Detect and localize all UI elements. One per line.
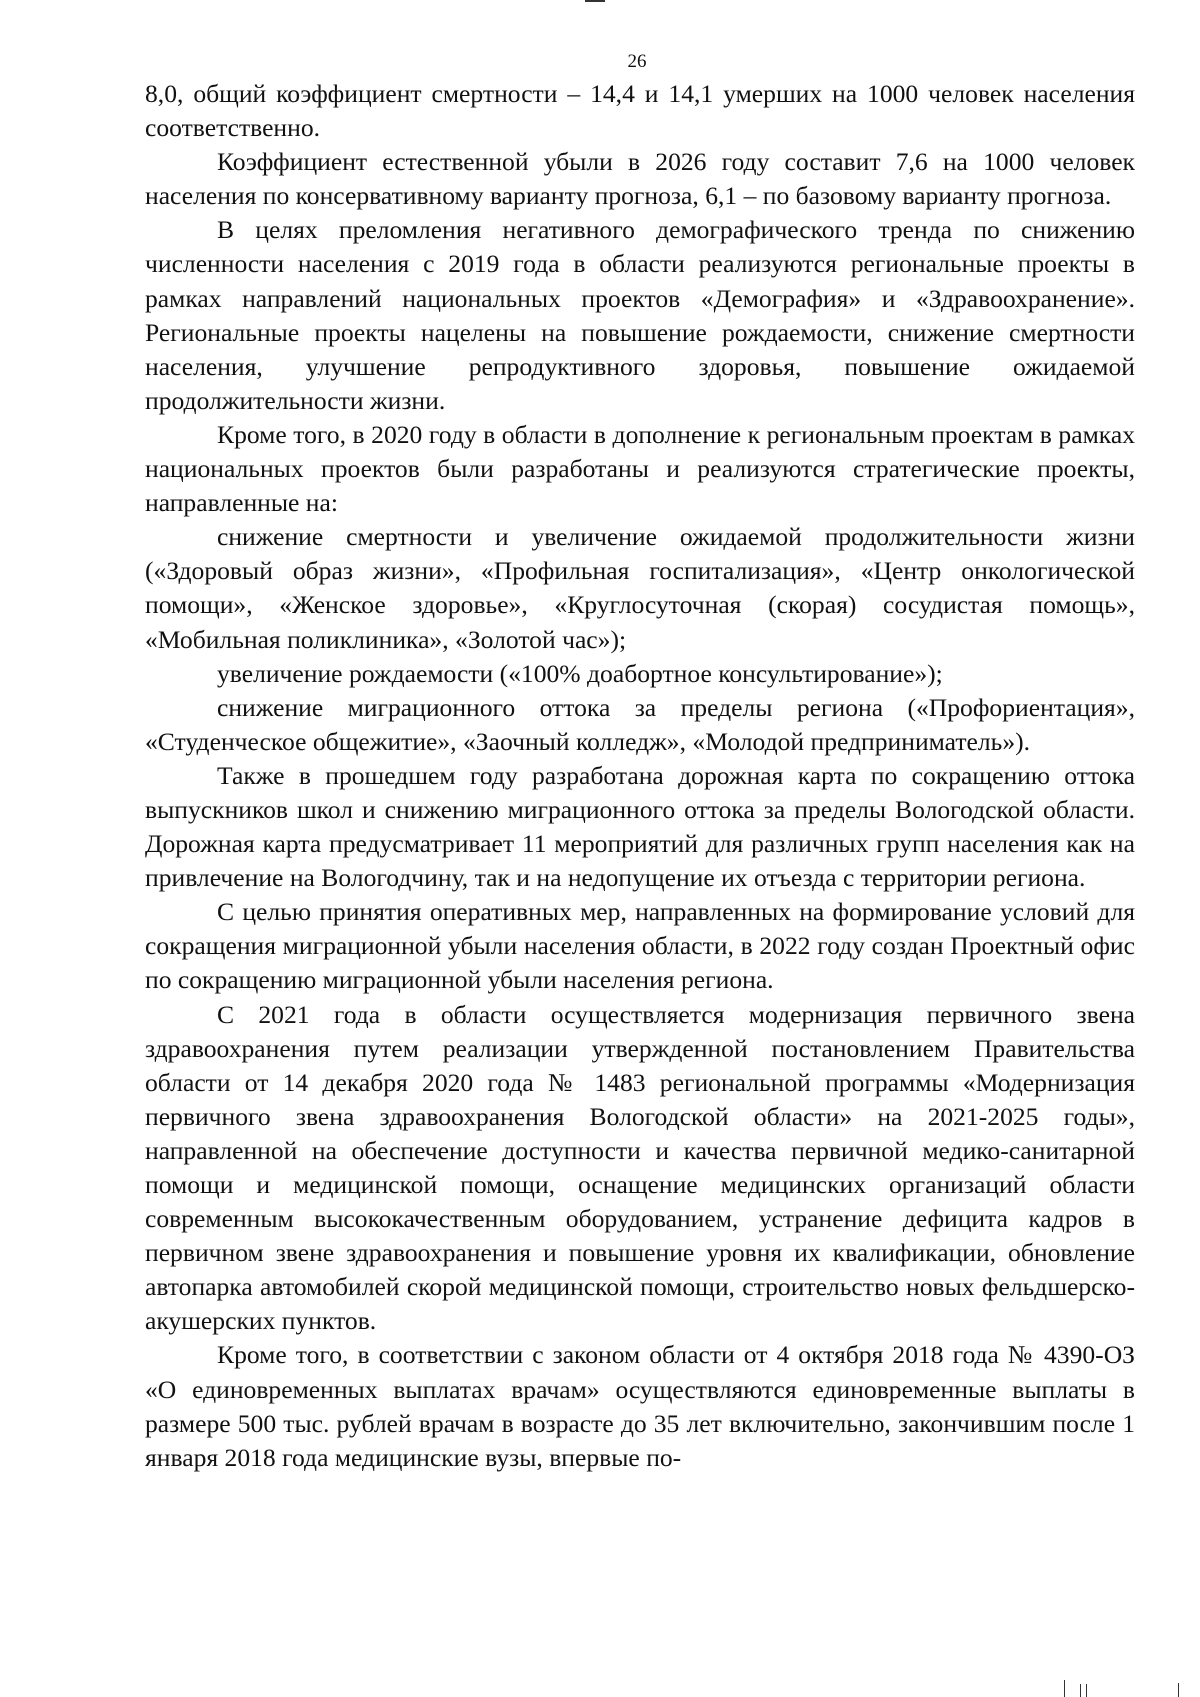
list-item: снижение смертности и увеличение ожидаемой продолжительности жизни («Здоровый образ жизни», «Профильная госпитализация», «Центр онкологической помощи», «Женское здоровье», «Круглосуточная (скорая) сосудистая помощь», «Мобильная поликлиника», «Золотой час»); — [145, 522, 1135, 654]
paragraph: В целях преломления негативного демографического тренда по снижению численности населения с 2019 года в области реализуются региональные проекты в рамках направлений национальных проектов «Демография» и «Здравоохранение». Региональные проекты нацелены на повышение рождаемости, снижение смертности населения, улучшение репродуктивного здоровья, повышение ожидаемой продолжительности жизни. — [145, 215, 1135, 415]
scan-mark — [1080, 1684, 1081, 1697]
body-text — [145, 77, 1135, 1475]
paragraph: Кроме того, в соответствии с законом области от 4 октября 2018 года № 4390-ОЗ «О единовременных выплатах врачам» осуществляются единовременные выплаты в размере 500 тыс. рублей врачам в возрасте до 35 лет включительно, закончившим после 1 января 2018 года медицинские вузы, впервые по- — [145, 1340, 1135, 1472]
scan-mark — [1064, 1680, 1065, 1697]
paragraph: С целью принятия оперативных мер, направленных на формирование условий для сокращения миграционной убыли населения области, в 2022 году создан Проектный офис по сокращению миграционной убыли населения региона. — [145, 897, 1135, 995]
page-number: 26 — [627, 51, 647, 72]
paragraph: С 2021 года в области осуществляется модернизация первичного звена здравоохранения путем реализации утвержденной постановлением Правительства области от 14 декабря 2020 года № 1483 региональной программы «Модернизация первичного звена здравоохранения Вологодской области» на 2021-2025 годы», направленной на обеспечение доступности и качества первичной медико-санитарной помощи и медицинской помощи, оснащение медицинских организаций области современным высококачественным оборудованием, устранение дефицита кадров в первичном звене здравоохранения и повышение уровня их квалификации, обновление автопарка автомобилей скорой медицинской помощи, строительство новых фельдшерско-акушерских пунктов. — [145, 999, 1135, 1336]
list-item: увеличение рождаемости («100% доабортное консультирование»); — [217, 658, 943, 688]
scan-mark — [1086, 1684, 1087, 1697]
paragraph: 8,0, общий коэффициент смертности – 14,4 и 14,1 умерших на 1000 человек населения соответственно. — [145, 79, 1135, 143]
scan-mark — [585, 0, 605, 2]
list-item: снижение миграционного оттока за пределы региона («Профориентация», «Студенческое общежитие», «Заочный колледж», «Молодой предприниматель»). — [145, 692, 1135, 756]
paragraph: Также в прошедшем году разработана дорожная карта по сокращению оттока выпускников школ и снижению миграционного оттока за пределы Вологодской области. Дорожная карта предусматривает 11 мероприятий для различных групп населения как на привлечение на Вологодчину, так и на недопущение их отъезда с территории региона. — [145, 760, 1135, 893]
paragraph: Кроме того, в 2020 году в области в дополнение к региональным проектам в рамках национальных проектов были разработаны и реализуются стратегические проекты, направленные на: — [145, 419, 1135, 518]
scan-mark — [1178, 1683, 1179, 1697]
paragraph: Коэффициент естественной убыли в 2026 году составит 7,6 на 1000 человек населения по консервативному варианту прогноза, 6,1 – по базовому варианту прогноза. — [145, 147, 1135, 211]
